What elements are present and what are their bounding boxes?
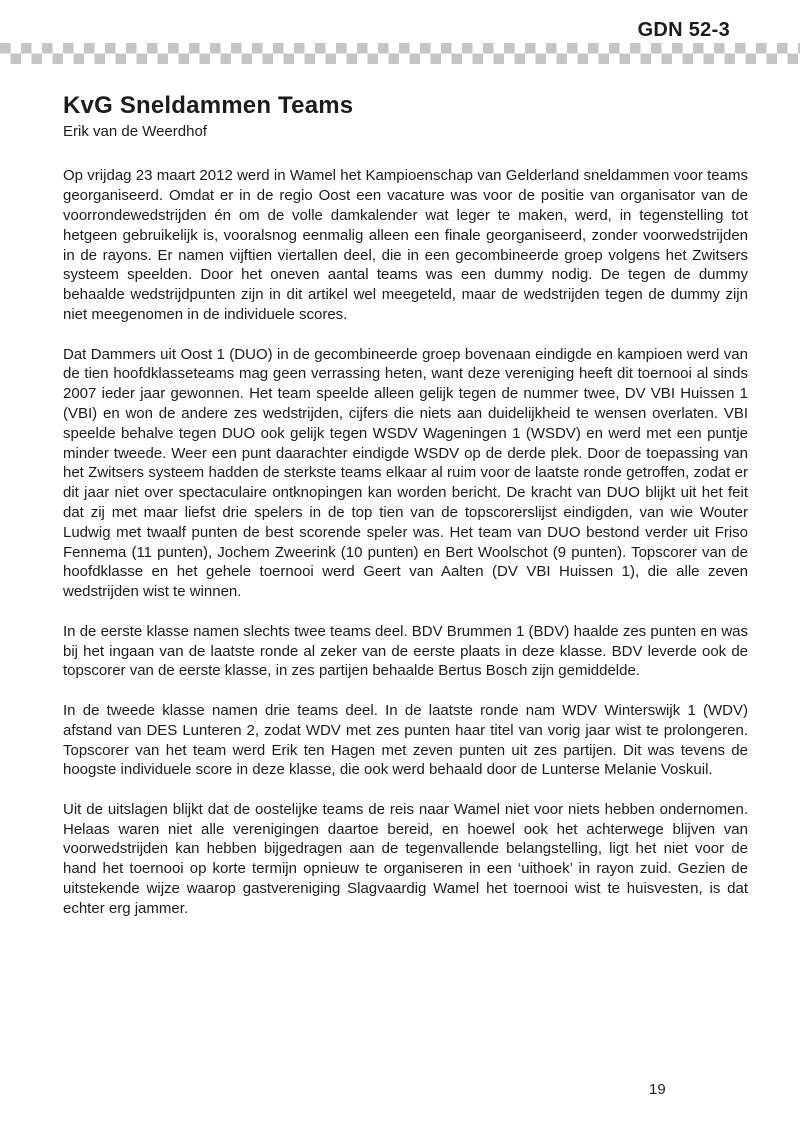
article-title: KvG Sneldammen Teams [63,92,354,119]
paragraph-slot: Uit de uitslagen blijkt dat de oostelijke teams de reis naar Wamel niet voor niets hebben ondernomen. Helaas waren niet alle verenigingen daartoe bereid, en hoewel ook het achterwege blijven van voorwedstrijden kan hebben bijgedragen aan de tegenvallende belangstelling, ligt het niet voor de hand het toernooi op korte termijn opnieuw te organiseren in een ‘uithoek’ in rayon zuid. Gezien de uitstekende wijze waarop gastvereniging Slagvaardig Wamel het toernooi wist te huisvesten, is dat echter erg jammer. [63,800,748,917]
paragraph-intro: Op vrijdag 23 maart 2012 werd in Wamel het Kampioenschap van Gelderland sneldammen voor teams georganiseerd. Omdat er in de regio Oost een vacature was voor de positie van organisator van de voorrondewedstrijden én om de volle damkalender wat leger te maken, werd, in tegenstelling tot hetgeen gebruikelijk is, vooralsnog eenmalig alleen een finale georganiseerd, zonder voorwedstrijden in de rayons. Er namen vijftien viertallen deel, die in een gecombineerde groep volgens het Zwitsers systeem speelden. Door het oneven aantal teams was een dummy nodig. De tegen de dummy behaalde wedstrijdpunten zijn in dit artikel wel meegeteld, maar de wedstrijden tegen de dummy zijn niet meegenomen in de individuele scores. [63,167,748,323]
page-number: 19 [649,1081,666,1098]
paragraph-hoofdklasse: Dat Dammers uit Oost 1 (DUO) in de gecombineerde groep bovenaan eindigde en kampioen werd van de tien hoofdklasseteams mag geen verrassing heten, want deze vereniging heeft dit toernooi al sinds 2007 ieder jaar gewonnen. Het team speelde alleen gelijk tegen de nummer twee, DV VBI Huissen 1 (VBI) en won de andere zes wedstrijden, cijfers die niets aan duidelijkheid te wensen overlaten. VBI speelde behalve tegen DUO ook gelijk tegen WSDV Wageningen 1 (WSDV) en werd met een puntje minder tweede. Weer een punt daarachter eindigde WSDV op de derde plek. Door de toepassing van het Zwitsers systeem hadden de sterkste teams elkaar al ruim voor de laatste ronde getroffen, zodat er dit jaar niet over spectaculaire ontknopingen kan worden bericht. De kracht van DUO blijkt uit het feit dat zij met maar liefst drie spelers in de top tien van de topscorerslijst eindigden, van wie Wouter Ludwig met twaalf punten de best scorende speler was. Het team van DUO bestond verder uit Friso Fennema (11 punten), Jochem Zweerink (10 punten) en Bert Woolschot (9 punten). Topscorer van de hoofdklasse en het gehele toernooi werd Geert van Aalten (DV VBI Huissen 1), die alle zeven wedstrijden wist te winnen. [63,345,748,601]
paragraph-eerste-klasse: In de eerste klasse namen slechts twee teams deel. BDV Brummen 1 (BDV) haalde zes punten en was bij het ingaan van de laatste ronde al zeker van de eerste plaats in deze klasse. BDV leverde ook de topscorer van de eerste klasse, in zes partijen behaalde Bertus Bosch zijn gemiddelde. [63,622,748,680]
checkerboard-band [0,43,800,64]
issue-label: GDN 52-3 [637,19,730,41]
article-author: Erik van de Weerdhof [63,123,207,141]
article [63,93,748,919]
paragraph-tweede-klasse: In de tweede klasse namen drie teams deel. In de laatste ronde nam WDV Winterswijk 1 (WDV) afstand van DES Lunteren 2, zodat WDV met zes punten haar titel van vorig jaar wist te prolongeren. Topscorer van het team werd Erik ten Hagen met zeven punten uit zes partijen. Dit was tevens de hoogste individuele score in deze klasse, die ook werd behaald door de Lunterse Melanie Voskuil. [63,701,748,779]
